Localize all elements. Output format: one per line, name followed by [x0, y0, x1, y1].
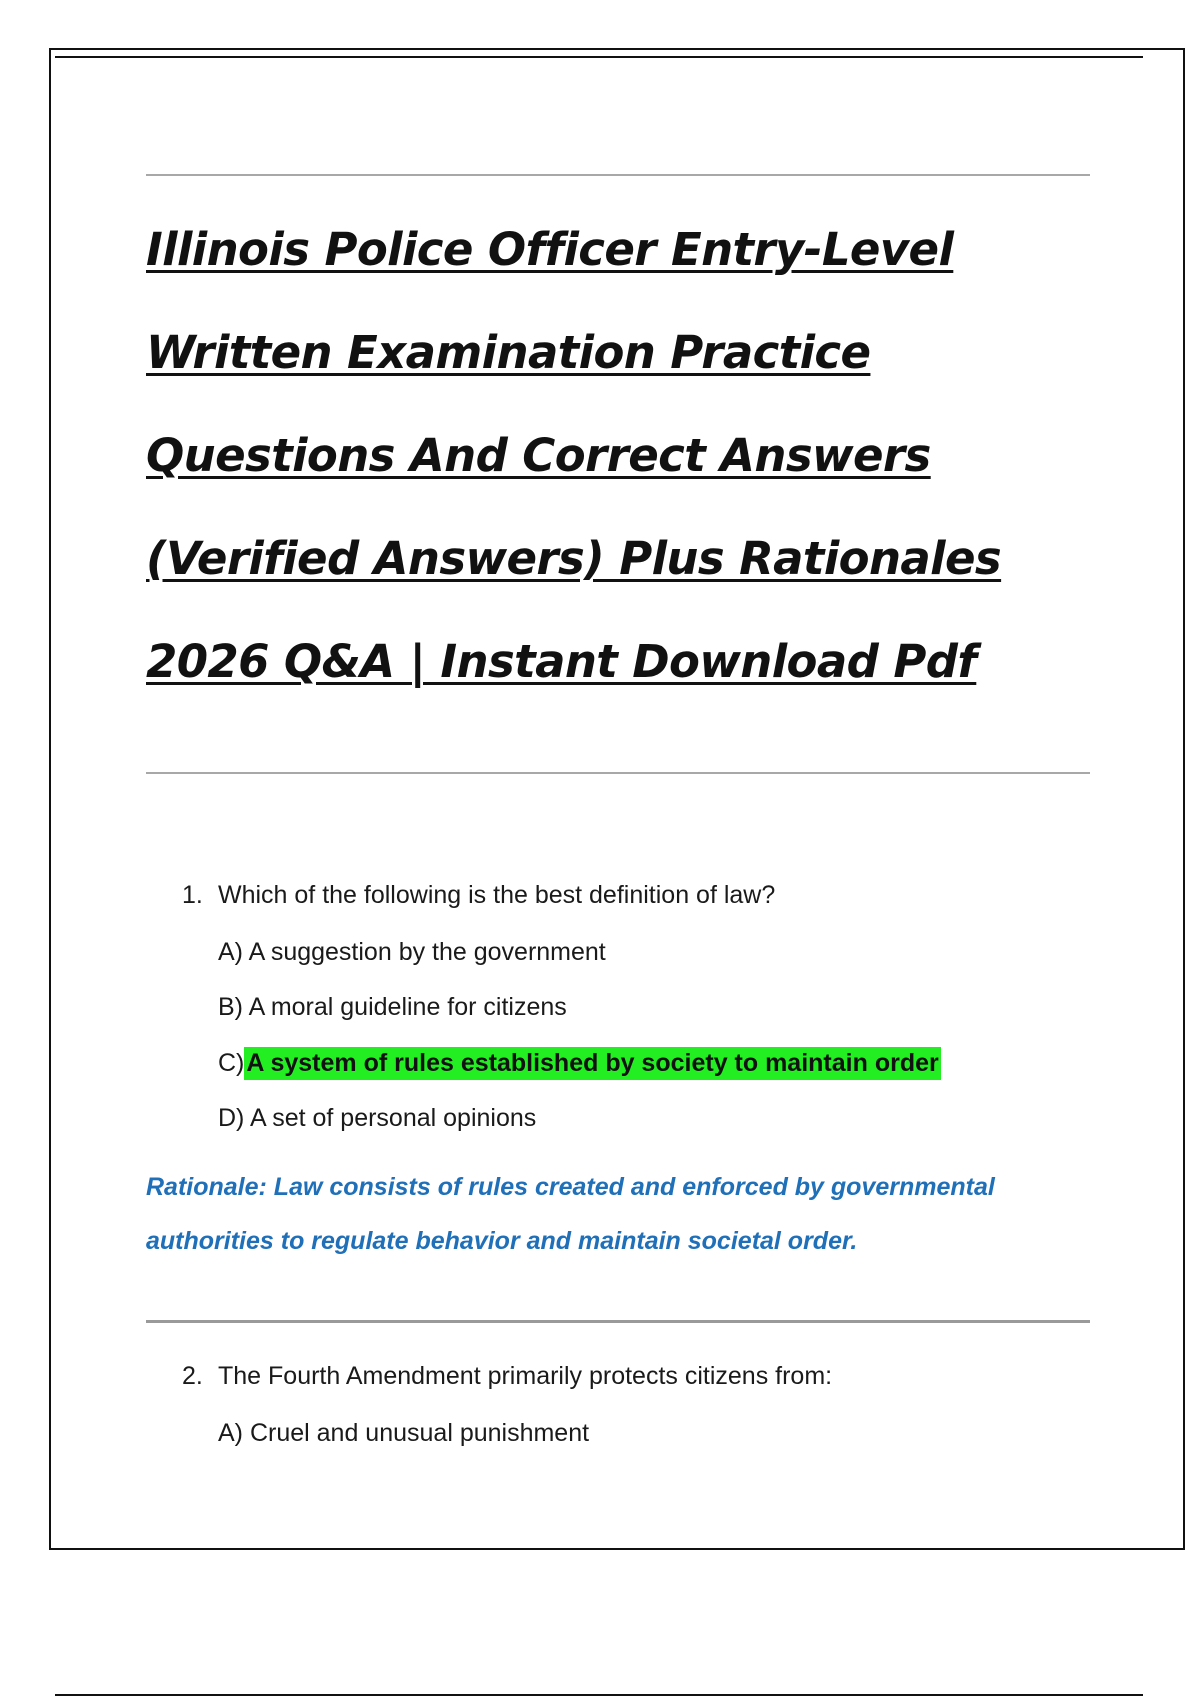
option-letter: B) [218, 993, 243, 1021]
document-title: Illinois Police Officer Entry-Level Written Examination Practice Questions And Correct Answers (Verified Answers) Plus Rationales 2026 Q&A | Instant Download Pdf [146, 223, 1002, 688]
option-a [218, 1418, 589, 1448]
question-divider [146, 1320, 1090, 1323]
question-text: Which of the following is the best definition of law? [218, 881, 776, 909]
frame-top-inner-line [55, 56, 1143, 58]
option-d [218, 1103, 536, 1133]
question-number: 2. [182, 1362, 203, 1390]
option-a [218, 937, 606, 967]
question-number: 1. [182, 881, 203, 909]
option-letter: A) [218, 1419, 243, 1447]
option-text: A set of personal opinions [249, 1104, 537, 1132]
correct-answer-highlight: A system of rules established by society to maintain order [244, 1047, 940, 1080]
title-top-divider [146, 174, 1090, 176]
option-letter: D) [218, 1104, 245, 1132]
option-letter: A) [218, 938, 243, 966]
option-text: Cruel and unusual punishment [249, 1419, 590, 1447]
page-bottom-rule [55, 1694, 1143, 1696]
question-1-text-line [182, 880, 775, 910]
option-letter: C) [218, 1049, 245, 1077]
option-text: A moral guideline for citizens [248, 993, 567, 1021]
option-text: A suggestion by the government [248, 938, 606, 966]
option-b [218, 992, 567, 1022]
option-c [218, 1048, 941, 1078]
rationale-text: Rationale: Law consists of rules created and enforced by governmental authorities to regulate behavior and maintain societal order. [146, 1173, 995, 1255]
question-2-text-line [182, 1361, 832, 1391]
question-text: The Fourth Amendment primarily protects citizens from: [218, 1362, 833, 1390]
title-bottom-divider [146, 772, 1090, 774]
